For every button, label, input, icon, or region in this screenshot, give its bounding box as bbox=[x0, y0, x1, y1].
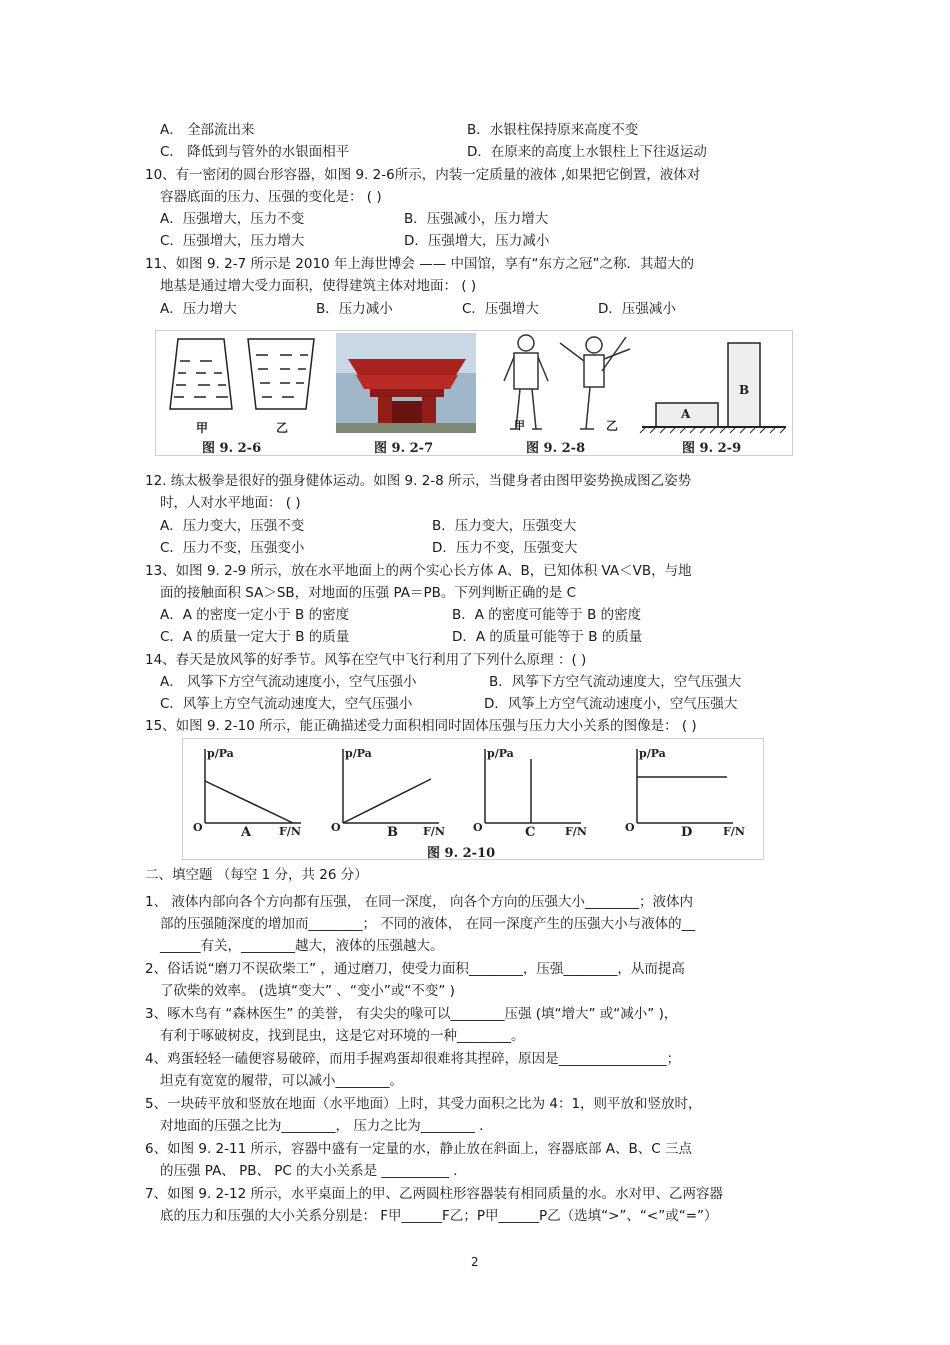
caption-9-2-6: 图 9. 2-6 bbox=[202, 441, 262, 456]
block-b-label: B bbox=[739, 383, 750, 397]
q9-option-d: D．在原来的高度上水银柱上下往返运动 bbox=[467, 144, 707, 160]
fill-7-line2: 底的压力和压强的大小关系分别是： F甲______F乙；P甲______P乙（选填“>”、“<”或“=”） bbox=[160, 1208, 718, 1224]
graph-c-origin: O bbox=[473, 821, 483, 834]
fill-2-line1: 2、俗话说“磨刀不误砍柴工” ，通过磨刀，使受力面积________，压强________，从而提高 bbox=[145, 961, 685, 977]
fill-5-line2: 对地面的压强之比为________， 压力之比为________ . bbox=[160, 1118, 484, 1134]
graph-d-xlabel: F/N bbox=[723, 825, 745, 838]
q9-option-c: C． 降低到与管外的水银面相平 bbox=[160, 144, 350, 160]
q10-option-b: B．压强减小，压力增大 bbox=[404, 211, 549, 227]
q10-option-a: A．压强增大，压力不变 bbox=[160, 211, 305, 227]
q13-option-a: A．A 的密度一定小于 B 的密度 bbox=[160, 607, 350, 623]
fill-2-line2: 了砍柴的效率。 (选填“变大” 、“变小”或“不变” ) bbox=[160, 983, 455, 999]
q11-stem-line1: 11、如图 9. 2-7 所示是 2010 年上海世博会 —— 中国馆，享有“东方之冠”之称．其超大的 bbox=[145, 256, 694, 272]
block-a-label: A bbox=[681, 407, 691, 421]
graph-a-line bbox=[205, 781, 293, 823]
q12-stem-line1: 12. 练太极拳是很好的强身健体运动。如图 9. 2-8 所示，当健身者由图甲姿势换成图乙姿势 bbox=[145, 473, 692, 489]
graph-b-ylabel: p/Pa bbox=[345, 747, 372, 760]
fill-1-line3: ______有关，________越大，液体的压强越大。 bbox=[160, 938, 444, 954]
q9-option-a: A． 全部流出来 bbox=[160, 122, 255, 138]
container-yi-figure bbox=[248, 339, 314, 409]
q14-stem: 14、春天是放风筝的好季节。风筝在空气中飞行利用了下列什么原理 ：( ) bbox=[145, 652, 587, 668]
q10-option-c: C．压强增大，压力增大 bbox=[160, 233, 305, 249]
graph-a-ylabel: p/Pa bbox=[207, 747, 234, 760]
container-jia-figure bbox=[170, 339, 232, 409]
fill-4-line1: 4、鸡蛋轻轻一磕便容易破碎，而用手握鸡蛋却很难将其捏碎，原因是________________； bbox=[145, 1051, 681, 1067]
q14-option-a: A． 风筝下方空气流动速度小，空气压强小 bbox=[160, 674, 417, 690]
fill-6-line2: 的压强 PA、 PB、 PC 的大小关系是 __________ . bbox=[160, 1163, 458, 1179]
fill-6-line1: 6、如图 9. 2-11 所示，容器中盛有一定量的水，静止放在斜面上，容器底部 A、B、C 三点 bbox=[145, 1141, 692, 1157]
graph-c-xlabel: F/N bbox=[565, 825, 587, 838]
caption-9-2-10: 图 9. 2-10 bbox=[427, 846, 496, 861]
graph-b-line bbox=[343, 779, 431, 823]
q14-option-b: B．风筝下方空气流动速度大，空气压强大 bbox=[489, 674, 742, 690]
q11-option-a: A．压力增大 bbox=[160, 301, 237, 317]
graph-d-letter: D bbox=[681, 825, 693, 840]
q12-option-c: C．压力不变，压强变小 bbox=[160, 540, 305, 556]
graph-d-ylabel: p/Pa bbox=[639, 747, 666, 760]
fill-3-line1: 3、啄木鸟有 “森林医生” 的美誉， 有尖尖的喙可以________压强 (填“增大” 或“减小” )， bbox=[145, 1006, 678, 1022]
fill-5-line1: 5、一块砖平放和竖放在地面（水平地面）上时，其受力面积之比为 4：1，则平放和竖放时， bbox=[145, 1096, 702, 1112]
caption-9-2-8: 图 9. 2-8 bbox=[526, 441, 586, 456]
q12-stem-line2: 时，人对水平地面： ( ) bbox=[160, 495, 301, 511]
container-yi-label: 乙 bbox=[276, 421, 289, 435]
page-number: 2 bbox=[471, 1255, 479, 1269]
fill-4-line2: 坦克有宽宽的履带，可以减小________。 bbox=[160, 1073, 403, 1089]
q13-option-d: D．A 的质量可能等于 B 的质量 bbox=[452, 629, 643, 645]
q11-option-b: B．压力减小 bbox=[316, 301, 393, 317]
fill-7-line1: 7、如图 9. 2-12 所示，水平桌面上的甲、乙两圆柱形容器装有相同质量的水。水对甲、乙两容器 bbox=[145, 1186, 723, 1202]
graph-b-xlabel: F/N bbox=[423, 825, 445, 838]
graph-a-origin: O bbox=[193, 821, 203, 834]
caption-9-2-7: 图 9. 2-7 bbox=[374, 441, 434, 456]
graph-c-letter: C bbox=[525, 825, 536, 840]
fill-1-line2: 部的压强随深度的增加而________； 不同的液体， 在同一深度产生的压强大小与液体的__ bbox=[160, 916, 696, 932]
china-pavilion-photo bbox=[336, 333, 476, 433]
q13-stem-line1: 13、如图 9. 2-9 所示，放在水平地面上的两个实心长方体 A、B，已知体积 VA＜VB，与地 bbox=[145, 563, 692, 579]
q10-stem-line1: 10、有一密闭的圆台形容器，如图 9. 2-6所示，内装一定质量的液体 ,如果把它倒置，液体对 bbox=[145, 167, 701, 183]
q14-option-d: D．风筝上方空气流动速度小，空气压强大 bbox=[484, 696, 738, 712]
q12-option-b: B．压力变大，压强变大 bbox=[432, 518, 577, 534]
q13-option-b: B．A 的密度可能等于 B 的密度 bbox=[452, 607, 642, 623]
graph-d-origin: O bbox=[625, 821, 635, 834]
container-jia-label: 甲 bbox=[196, 421, 209, 435]
q10-option-d: D．压强增大，压力减小 bbox=[404, 233, 550, 249]
q10-stem-line2: 容器底面的压力、压强的变化是： ( ) bbox=[160, 189, 382, 205]
q15-stem: 15、如图 9. 2-10 所示，能正确描述受力面积相同时固体压强与压力大小关系的图像是： ( ) bbox=[145, 718, 697, 734]
blocks-figure bbox=[640, 343, 786, 433]
q12-option-a: A．压力变大，压强不变 bbox=[160, 518, 305, 534]
caption-9-2-9: 图 9. 2-9 bbox=[682, 441, 742, 456]
q11-option-c: C．压强增大 bbox=[462, 301, 539, 317]
graph-a-letter: A bbox=[241, 825, 252, 840]
graph-c-ylabel: p/Pa bbox=[487, 747, 514, 760]
graph-a-xlabel: F/N bbox=[279, 825, 301, 838]
fill-3-line2: 有利于啄破树皮，找到昆虫，这是它对环境的一种________。 bbox=[160, 1028, 525, 1044]
q11-option-d: D．压强减小 bbox=[598, 301, 676, 317]
figure-row-9-2-6-to-9-2-9 bbox=[155, 330, 793, 456]
taichi-jia-label: 甲 bbox=[514, 419, 525, 432]
q13-option-c: C．A 的质量一定大于 B 的质量 bbox=[160, 629, 350, 645]
q12-option-d: D．压力不变，压强变大 bbox=[432, 540, 578, 556]
graph-b-letter: B bbox=[387, 825, 398, 840]
q13-stem-line2: 面的接触面积 SA＞SB，对地面的压强 PA＝PB。下列判断正确的是 C bbox=[160, 585, 577, 601]
q11-stem-line2: 地基是通过增大受力面积，使得建筑主体对地面： ( ) bbox=[160, 278, 477, 294]
tai-chi-figures bbox=[504, 335, 630, 429]
q14-option-c: C．风筝上方空气流动速度大，空气压强小 bbox=[160, 696, 413, 712]
taichi-yi-label: 乙 bbox=[606, 419, 619, 433]
fill-1-line1: 1、 液体内部向各个方向都有压强， 在同一深度， 向各个方向的压强大小________；液体内 bbox=[145, 894, 693, 910]
figure-9-2-10-graphs bbox=[182, 738, 764, 860]
graph-b-origin: O bbox=[331, 821, 341, 834]
q9-option-b: B．水银柱保持原来高度不变 bbox=[467, 122, 639, 138]
section-2-title: 二、填空题 （每空 1 分，共 26 分） bbox=[145, 867, 368, 883]
